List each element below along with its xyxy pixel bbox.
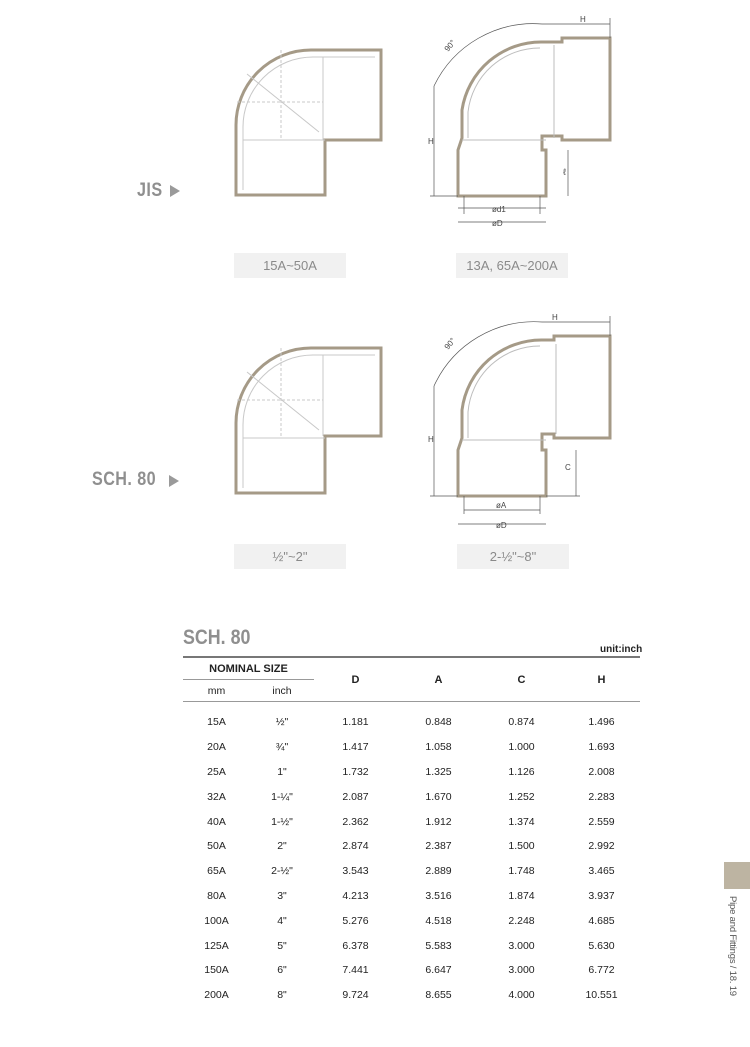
cell-a: 1.912 [425, 815, 452, 828]
cell-h: 3.937 [588, 889, 615, 902]
cell-h: 1.693 [588, 741, 615, 754]
cell-a: 1.325 [425, 765, 452, 778]
cell-mm: 65A [207, 865, 226, 878]
table-row [183, 884, 640, 909]
table-row [183, 735, 640, 760]
cell-inch: 5" [277, 939, 287, 952]
side-page-label: Pipe and Fittings / 18. 19 [727, 896, 738, 996]
cell-d: 3.543 [342, 865, 369, 878]
cell-inch: 1-½" [271, 815, 293, 828]
table-row [183, 809, 640, 834]
cell-d: 4.213 [342, 889, 369, 902]
cell-mm: 50A [207, 840, 226, 853]
cell-a: 1.058 [425, 741, 452, 754]
cell-mm: 25A [207, 765, 226, 778]
cell-h: 10.551 [585, 989, 618, 1002]
table-row [183, 859, 640, 884]
jis-arrow-icon [170, 185, 180, 197]
cell-c: 1.748 [508, 865, 535, 878]
sch80-dim-c: C [565, 463, 571, 472]
cell-mm: 125A [204, 939, 229, 952]
cell-mm: 20A [207, 741, 226, 754]
cell-c: 3.000 [508, 964, 535, 977]
cell-a: 2.387 [425, 840, 452, 853]
jis-dim-l: ℓ [563, 167, 566, 177]
cell-d: 1.417 [342, 741, 369, 754]
cell-h: 2.008 [588, 765, 615, 778]
spec-table [183, 656, 640, 1008]
cell-a: 3.516 [425, 889, 452, 902]
cell-inch: 8" [277, 989, 287, 1002]
cell-c: 1.252 [508, 790, 535, 803]
cell-c: 4.000 [508, 989, 535, 1002]
cell-a: 5.583 [425, 939, 452, 952]
header-d: D [314, 657, 397, 702]
cell-a: 1.670 [425, 790, 452, 803]
jis-dim-h-side: H [428, 137, 434, 146]
cell-c: 3.000 [508, 939, 535, 952]
table-row [183, 933, 640, 958]
side-tab [724, 862, 750, 889]
sch80-dim-angle: 90° [442, 336, 458, 352]
cell-c: 1.500 [508, 840, 535, 853]
cell-h: 6.772 [588, 964, 615, 977]
sch80-dim-h-side: H [428, 435, 434, 444]
table-row [183, 702, 640, 735]
jis-dim-angle: 90° [442, 38, 458, 54]
header-nominal-size: NOMINAL SIZE [183, 657, 314, 680]
header-c: C [480, 657, 563, 702]
cell-inch: ½" [275, 716, 289, 729]
cell-d: 2.362 [342, 815, 369, 828]
cell-mm: 32A [207, 790, 226, 803]
table-row [183, 784, 640, 809]
cell-d: 9.724 [342, 989, 369, 1002]
cell-c: 1.000 [508, 741, 535, 754]
cell-inch: 2" [277, 840, 287, 853]
sch80-range-small: ½"~2" [234, 544, 346, 569]
jis-elbow-large-drawing [420, 10, 620, 235]
cell-a: 2.889 [425, 865, 452, 878]
cell-d: 5.276 [342, 914, 369, 927]
sch80-dim-d: øD [496, 521, 507, 530]
cell-h: 4.685 [588, 914, 615, 927]
sch80-arrow-icon [169, 475, 179, 487]
cell-d: 1.732 [342, 765, 369, 778]
table-row [183, 958, 640, 983]
cell-c: 0.874 [508, 716, 535, 729]
cell-inch: 2-½" [271, 865, 293, 878]
jis-elbow-small-drawing [225, 40, 395, 205]
cell-c: 2.248 [508, 914, 535, 927]
jis-range-small: 15A~50A [234, 253, 346, 278]
cell-d: 7.441 [342, 964, 369, 977]
cell-h: 2.283 [588, 790, 615, 803]
cell-mm: 100A [204, 914, 229, 927]
cell-mm: 40A [207, 815, 226, 828]
table-row [183, 908, 640, 933]
header-mm: mm [183, 680, 250, 702]
cell-a: 8.655 [425, 989, 452, 1002]
cell-mm: 15A [207, 716, 226, 729]
sch80-range-large: 2-½"~8" [457, 544, 569, 569]
cell-a: 6.647 [425, 964, 452, 977]
sch80-dim-h-top: H [552, 313, 558, 322]
cell-c: 1.874 [508, 889, 535, 902]
cell-a: 0.848 [425, 716, 452, 729]
cell-h: 3.465 [588, 865, 615, 878]
cell-inch: 6" [277, 964, 287, 977]
header-a: A [397, 657, 480, 702]
jis-label: JIS [137, 180, 163, 201]
table-row [183, 834, 640, 859]
jis-dim-d1: ød1 [492, 205, 506, 214]
cell-inch: 1" [277, 765, 287, 778]
cell-a: 4.518 [425, 914, 452, 927]
cell-mm: 150A [204, 964, 229, 977]
cell-inch: ¾" [275, 741, 289, 754]
jis-dim-h-top: H [580, 15, 586, 24]
sch80-dim-a: øA [496, 501, 507, 510]
cell-h: 2.559 [588, 815, 615, 828]
cell-c: 1.126 [508, 765, 535, 778]
table-title: SCH. 80 [183, 626, 251, 649]
cell-d: 6.378 [342, 939, 369, 952]
cell-d: 1.181 [342, 716, 369, 729]
cell-h: 1.496 [588, 716, 615, 729]
jis-range-large: 13A, 65A~200A [456, 253, 568, 278]
header-h: H [563, 657, 640, 702]
cell-inch: 1-¼" [271, 790, 293, 803]
cell-inch: 4" [277, 914, 287, 927]
cell-h: 5.630 [588, 939, 615, 952]
cell-d: 2.087 [342, 790, 369, 803]
unit-label: unit:inch [600, 644, 643, 655]
sch80-label: SCH. 80 [92, 469, 157, 490]
cell-mm: 200A [204, 989, 229, 1002]
cell-h: 2.992 [588, 840, 615, 853]
table-row [183, 983, 640, 1008]
cell-d: 2.874 [342, 840, 369, 853]
cell-mm: 80A [207, 889, 226, 902]
sch80-elbow-large-drawing [420, 310, 620, 535]
jis-dim-d: øD [492, 219, 503, 228]
cell-inch: 3" [277, 889, 287, 902]
sch80-elbow-small-drawing [225, 338, 395, 503]
header-inch: inch [250, 680, 314, 702]
cell-c: 1.374 [508, 815, 535, 828]
table-row [183, 760, 640, 785]
